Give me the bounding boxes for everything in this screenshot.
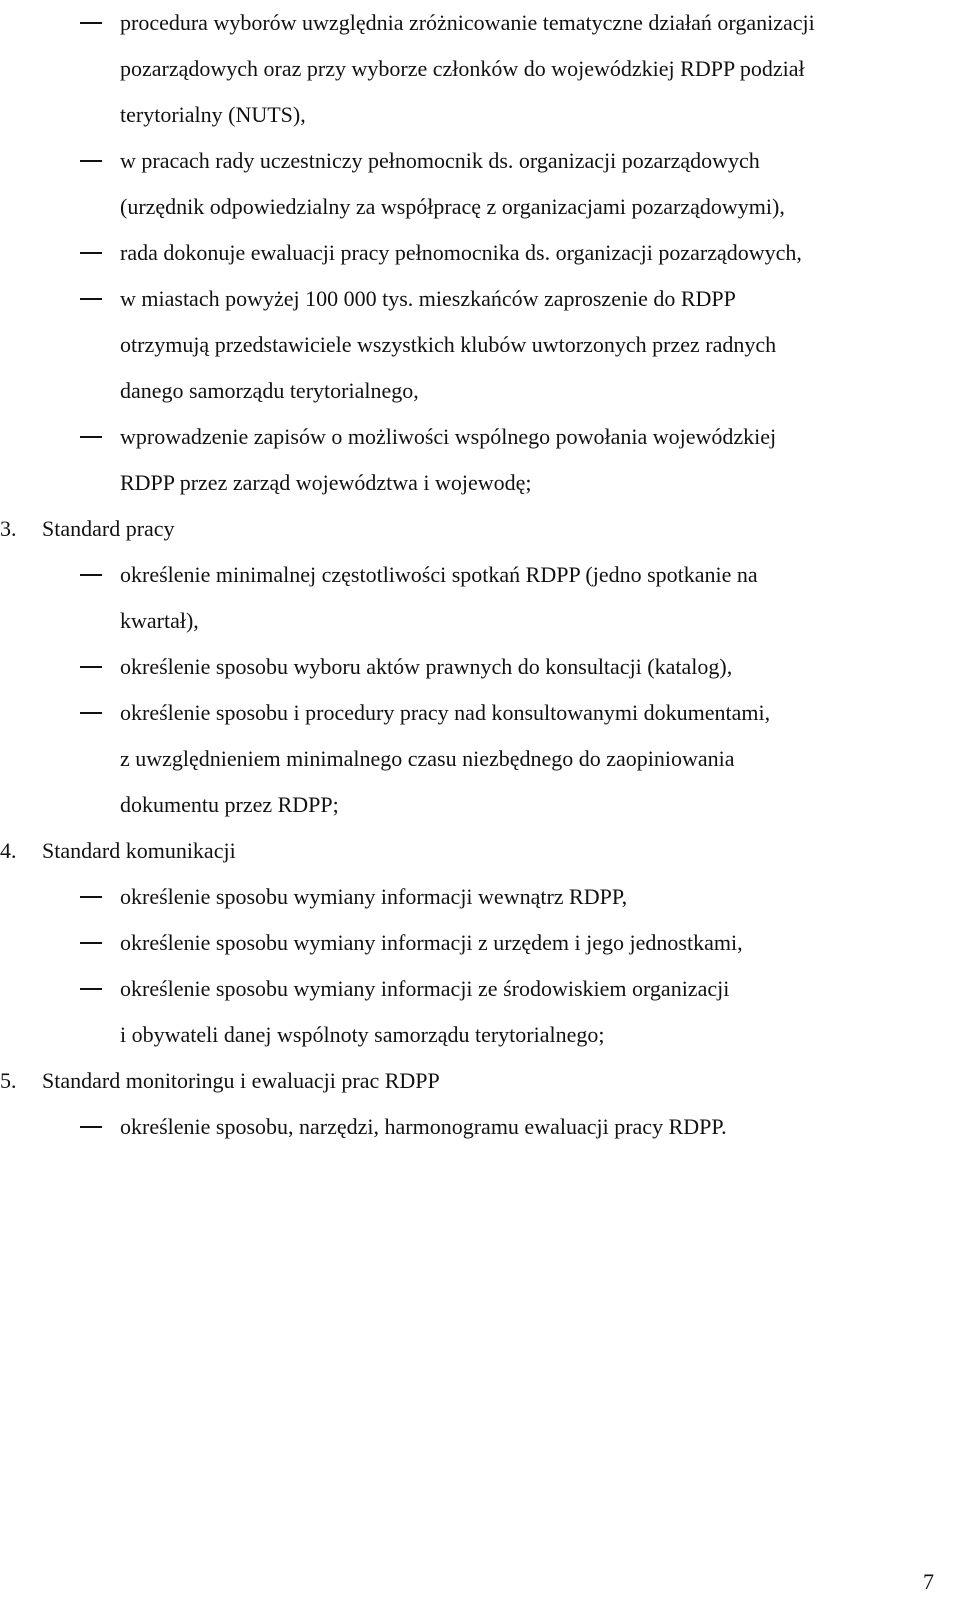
- text-line: określenie sposobu wymiany informacji ze środowiskiem organizacji: [120, 976, 730, 1001]
- text-line: dokumentu przez RDPP;: [120, 792, 339, 817]
- bullet-item: [0, 230, 900, 276]
- text-line: określenie sposobu i procedury pracy nad konsultowanymi dokumentami,: [120, 700, 771, 725]
- text-line: i obywateli danej wspólnoty samorządu terytorialnego;: [120, 1022, 605, 1047]
- text-line: Standard monitoringu i ewaluacji prac RDPP: [42, 1068, 440, 1093]
- text-line: rada dokonuje ewaluacji pracy pełnomocnika ds. organizacji pozarządowych,: [120, 240, 802, 265]
- text-line: z uwzględnieniem minimalnego czasu niezbędnego do zaopiniowania: [120, 746, 735, 771]
- bullet-item: [0, 874, 900, 920]
- text-line: określenie sposobu wymiany informacji z urzędem i jego jednostkami,: [120, 930, 743, 955]
- text-line: określenie sposobu, narzędzi, harmonogramu ewaluacji pracy RDPP.: [120, 1114, 727, 1139]
- dash-bullet-icon: [80, 436, 102, 438]
- text-line: w pracach rady uczestniczy pełnomocnik ds. organizacji pozarządowych: [120, 148, 760, 173]
- text-line: w miastach powyżej 100 000 tys. mieszkańców zaproszenie do RDPP: [120, 286, 736, 311]
- bullet-item: [0, 414, 900, 506]
- dash-bullet-icon: [80, 574, 102, 576]
- dash-bullet-icon: [80, 712, 102, 714]
- text-line: kwartał),: [120, 608, 199, 633]
- list-number: 5.: [0, 1068, 17, 1093]
- text-line: określenie sposobu wymiany informacji wewnątrz RDPP,: [120, 884, 628, 909]
- dash-bullet-icon: [80, 1126, 102, 1128]
- text-line: Standard pracy: [42, 516, 175, 541]
- dash-bullet-icon: [80, 896, 102, 898]
- bullet-item: [0, 552, 900, 644]
- text-line: RDPP przez zarząd województwa i wojewodę;: [120, 470, 532, 495]
- numbered-heading: [0, 1058, 960, 1104]
- text-line: otrzymują przedstawiciele wszystkich klubów uwtorzonych przez radnych: [120, 332, 777, 357]
- bullet-item: [0, 276, 900, 414]
- text-line: terytorialny (NUTS),: [120, 102, 306, 127]
- bullet-item: [0, 644, 900, 690]
- text-line: danego samorządu terytorialnego,: [120, 378, 419, 403]
- bullet-item: [0, 1104, 900, 1150]
- numbered-heading: [0, 828, 960, 874]
- dash-bullet-icon: [80, 988, 102, 990]
- text-line: (urzędnik odpowiedzialny za współpracę z organizacjami pozarządowymi),: [120, 194, 785, 219]
- text-line: określenie minimalnej częstotliwości spotkań RDPP (jedno spotkanie na: [120, 562, 758, 587]
- page-number: 7: [923, 1569, 934, 1594]
- bullet-item: [0, 138, 900, 230]
- bullet-item: [0, 966, 900, 1058]
- dash-bullet-icon: [80, 666, 102, 668]
- dash-bullet-icon: [80, 252, 102, 254]
- text-line: Standard komunikacji: [42, 838, 236, 863]
- text-line: pozarządowych oraz przy wyborze członków do wojewódzkiej RDPP podział: [120, 56, 805, 81]
- bullet-item: [0, 690, 900, 828]
- dash-bullet-icon: [80, 942, 102, 944]
- list-number: 4.: [0, 838, 17, 863]
- text-line: wprowadzenie zapisów o możliwości wspólnego powołania wojewódzkiej: [120, 424, 777, 449]
- text-line: określenie sposobu wyboru aktów prawnych do konsultacji (katalog),: [120, 654, 733, 679]
- text-line: procedura wyborów uwzględnia zróżnicowanie tematyczne działań organizacji: [120, 10, 815, 35]
- dash-bullet-icon: [80, 160, 102, 162]
- numbered-heading: [0, 506, 960, 552]
- bullet-item: [0, 920, 900, 966]
- bullet-item: [0, 0, 900, 138]
- list-number: 3.: [0, 516, 17, 541]
- dash-bullet-icon: [80, 22, 102, 24]
- dash-bullet-icon: [80, 298, 102, 300]
